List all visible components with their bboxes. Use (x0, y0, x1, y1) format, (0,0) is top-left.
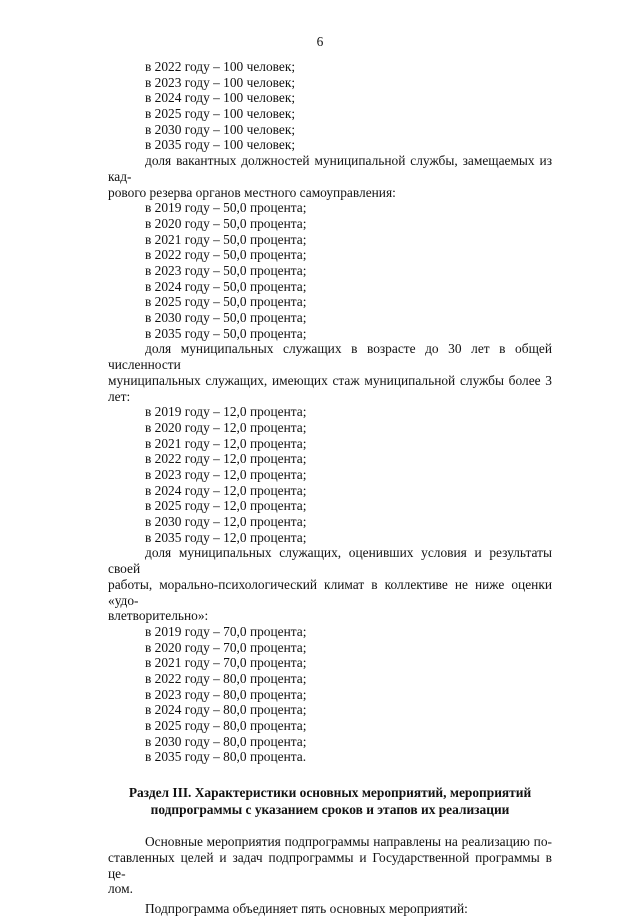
list-item: в 2021 году – 50,0 процента; (145, 231, 307, 247)
list-item: в 2025 году – 50,0 процента; (145, 294, 307, 310)
list-item: в 2024 году – 100 человек; (145, 90, 296, 106)
list-item: в 2022 году – 12,0 процента; (145, 451, 307, 467)
paragraph-line-text: работы, морально-психологический климат в коллективе не ниже оценки «удо- (108, 576, 552, 608)
list-item: в 2023 году – 80,0 процента; (145, 686, 307, 702)
list-item: в 2030 году – 50,0 процента; (145, 310, 307, 326)
list-item: в 2025 году – 100 человек; (145, 106, 296, 122)
list-item: в 2030 году – 100 человек; (145, 121, 296, 137)
paragraph-line (108, 373, 552, 404)
list-item: в 2035 году – 80,0 процента. (145, 749, 307, 765)
list-item: в 2021 году – 70,0 процента; (145, 655, 307, 671)
list-item: в 2030 году – 80,0 процента; (145, 733, 307, 749)
list-item: в 2020 году – 50,0 процента; (145, 215, 307, 231)
paragraph-line (108, 850, 552, 881)
list-item: в 2035 году – 100 человек; (145, 137, 296, 153)
list-item: в 2023 году – 12,0 процента; (145, 466, 307, 482)
page-number: 6 (316, 34, 324, 49)
paragraph-line: лом. (108, 881, 133, 897)
vacancies-percent-list (108, 200, 552, 341)
list-item: в 2022 году – 100 человек; (145, 59, 296, 74)
measures-paragraph (108, 834, 552, 850)
paragraph-line (108, 577, 552, 608)
document-body (108, 59, 552, 917)
list-item: в 2030 году – 12,0 процента; (145, 514, 307, 530)
section-heading-line: Раздел III. Характеристики основных мероприятий, мероприятий (128, 785, 532, 801)
list-item: в 2019 году – 12,0 процента; (145, 404, 307, 420)
indicator-paragraph-satisfaction (108, 545, 552, 576)
indicator-paragraph-vacancies (108, 153, 552, 184)
list-item: в 2025 году – 80,0 процента; (145, 718, 307, 734)
paragraph-line: доля вакантных должностей муниципальной службы, замещаемых из кад- (108, 153, 552, 184)
list-item: в 2024 году – 50,0 процента; (145, 278, 307, 294)
list-item: в 2022 году – 50,0 процента; (145, 247, 307, 263)
list-item: в 2019 году – 50,0 процента; (145, 200, 307, 216)
list-item: в 2023 году – 100 человек; (145, 74, 296, 90)
indicator-paragraph-young-staff (108, 341, 552, 372)
section-heading (108, 785, 552, 818)
list-item: в 2024 году – 12,0 процента; (145, 482, 307, 498)
list-item: в 2022 году – 80,0 процента; (145, 670, 307, 686)
young-staff-percent-list (108, 404, 552, 545)
paragraph-line: рового резерва органов местного самоуправления: (108, 184, 396, 200)
people-count-list (108, 59, 552, 153)
list-item: в 2021 году – 12,0 процента; (145, 435, 307, 451)
section-heading-line: подпрограммы с указанием сроков и этапов их реализации (150, 801, 510, 817)
paragraph-line: влетворительно»: (108, 608, 209, 624)
summary-paragraph: Подпрограмма объединяет пять основных мероприятий: (145, 900, 468, 916)
list-item: в 2025 году – 12,0 процента; (145, 498, 307, 514)
list-item: в 2035 году – 12,0 процента; (145, 529, 307, 545)
list-item: в 2035 году – 50,0 процента; (145, 325, 307, 341)
list-item: в 2023 году – 50,0 процента; (145, 262, 307, 278)
spacer (108, 818, 552, 834)
paragraph-line: доля муниципальных служащих, оценивших условия и результаты своей (108, 545, 552, 577)
paragraph-line-text: муниципальных служащих, имеющих стаж муниципальной службы более 3 лет: (108, 372, 552, 404)
satisfaction-percent-list (108, 624, 552, 765)
list-item: в 2020 году – 70,0 процента; (145, 639, 307, 655)
list-item: в 2019 году – 70,0 процента; (145, 623, 307, 639)
paragraph-line-text: ставленных целей и задач подпрограммы и Государственной программы в це- (108, 849, 552, 881)
list-item: в 2020 году – 12,0 процента; (145, 419, 307, 435)
paragraph-line: доля муниципальных служащих в возрасте до 30 лет в общей численности (108, 341, 552, 373)
paragraph-line: Основные мероприятия подпрограммы направлены на реализацию по- (145, 834, 552, 850)
list-item: в 2024 году – 80,0 процента; (145, 702, 307, 718)
